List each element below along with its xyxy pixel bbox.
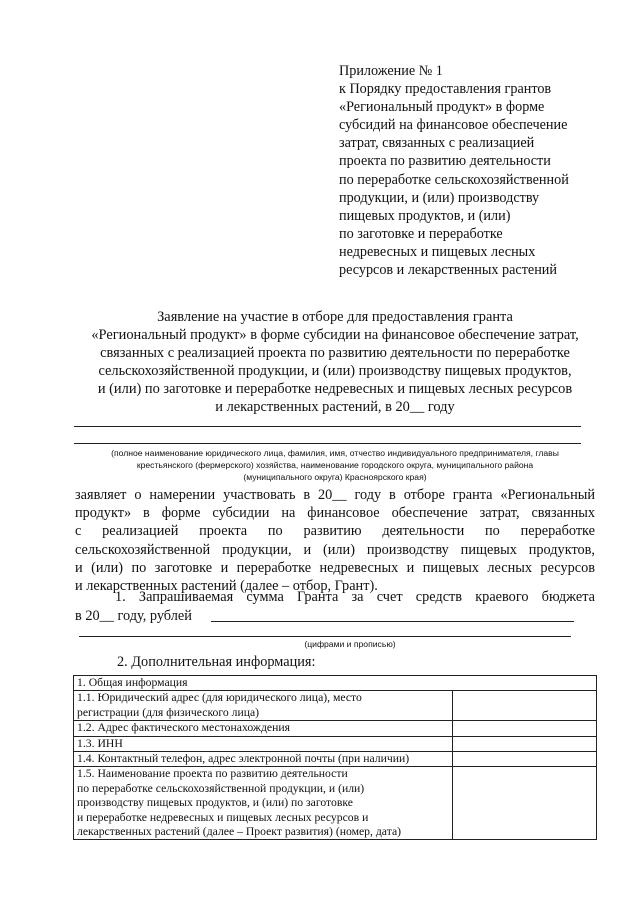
- title-line: Заявление на участие в отборе для предоставления гранта: [157, 309, 513, 325]
- table-cell-label: [74, 691, 453, 721]
- info-table: [73, 675, 597, 840]
- cell-text: 1.5. Наименование проекта по развитию деятельности: [77, 767, 348, 781]
- appendix-line: «Региональный продукт» в форме: [339, 99, 545, 116]
- appendix-line: продукции, и (или) производству: [339, 189, 540, 206]
- document-title: [70, 308, 600, 417]
- grant-amount-item: [75, 588, 595, 625]
- table-cell-value[interactable]: [453, 691, 597, 721]
- cell-text: по переработке сельскохозяйственной продукции, и (или): [77, 781, 365, 795]
- grant-amount-line-1[interactable]: [211, 621, 574, 622]
- cell-text: 1.1. Юридический адрес (для юридического лица), место: [77, 691, 362, 705]
- appendix-line: пищевых продуктов, и (или): [339, 207, 511, 224]
- table-row: [74, 721, 597, 736]
- cell-text: и переработке недревесных и пищевых лесных ресурсов и: [77, 810, 369, 824]
- applicant-note: [72, 447, 598, 484]
- table-cell-value[interactable]: [453, 736, 597, 751]
- appendix-line: затрат, связанных с реализацией: [339, 135, 535, 152]
- title-line: и лекарственных растений, в 20__ году: [215, 399, 455, 416]
- appendix-line: по заготовке и переработке: [339, 225, 503, 242]
- cell-text: 1.3. ИНН: [77, 736, 123, 750]
- cell-text: 1.4. Контактный телефон, адрес электронной почты (при наличии): [77, 752, 410, 766]
- table-row: [74, 752, 597, 767]
- statement-line: и (или) по заготовке и переработке недревесных и пищевых лесных ресурсов: [75, 559, 595, 576]
- statement-line: и лекарственных растений (далее – отбор, Грант).: [75, 578, 378, 595]
- statement-line: с реализацией проекта по развитию деятельности по переработке: [75, 523, 595, 540]
- statement-line: продукт» в форме субсидии на финансовое обеспечение затрат, связанных: [75, 505, 595, 522]
- table-cell-label: [74, 767, 453, 840]
- appendix-line: Приложение № 1: [339, 63, 443, 79]
- title-line: и (или) по заготовке и переработке недревесных и пищевых лесных ресурсов: [97, 381, 573, 398]
- table-cell-label: [74, 676, 597, 691]
- title-line: «Региональный продукт» в форме субсидии на финансовое обеспечение затрат,: [91, 327, 579, 344]
- table-cell-label: [74, 721, 453, 736]
- table-row: [74, 691, 597, 721]
- table-cell-label: [74, 752, 453, 767]
- table-cell-value[interactable]: [453, 752, 597, 767]
- appendix-header: [339, 62, 629, 279]
- table-row: [74, 736, 597, 751]
- note-line: (муниципального округа) Красноярского края): [243, 472, 427, 483]
- note-line: (полное наименование юридического лица, фамилия, имя, отчество индивидуального предпринимателя, главы: [111, 448, 559, 458]
- appendix-line: ресурсов и лекарственных растений: [339, 262, 557, 279]
- appendix-line: проекта по развитию деятельности: [339, 153, 551, 170]
- statement-paragraph: [75, 486, 595, 595]
- statement-line: сельскохозяйственной продукции, и (или) производству пищевых продуктов,: [75, 541, 595, 558]
- cell-text: регистрации (для физического лица): [77, 705, 260, 719]
- amount-caption: (цифрами и прописью): [304, 639, 396, 649]
- statement-line: заявляет о намерении участвовать в 20__ году в отборе гранта «Региональный: [75, 487, 595, 503]
- additional-info-heading: 2. Дополнительная информация:: [117, 654, 316, 670]
- appendix-line: недревесных и пищевых лесных: [339, 243, 536, 260]
- appendix-line: по переработке сельскохозяйственной: [339, 171, 569, 188]
- cell-text: 1.2. Адрес фактического местонахождения: [77, 721, 291, 735]
- table-row: [74, 767, 597, 840]
- cell-text: производству пищевых продуктов, и (или) по заготовке: [77, 796, 353, 810]
- appendix-line: к Порядку предоставления грантов: [339, 81, 552, 98]
- title-line: связанных с реализацией проекта по развитию деятельности по переработке: [100, 345, 570, 362]
- grant-amount-year: в 20__ году, рублей: [75, 607, 192, 624]
- applicant-name-line-2[interactable]: [74, 443, 581, 444]
- table-row: [74, 676, 597, 691]
- applicant-name-line-1[interactable]: [74, 426, 581, 427]
- title-line: сельскохозяйственной продукции, и (или) производству пищевых продуктов,: [98, 363, 572, 380]
- table-cell-value[interactable]: [453, 767, 597, 840]
- grant-amount-text: 1. Запрашиваемая сумма Гранта за счет средств краевого бюджета: [115, 589, 595, 605]
- grant-amount-line-2[interactable]: [79, 636, 571, 637]
- appendix-line: субсидий на финансовое обеспечение: [339, 117, 568, 134]
- table-cell-label: [74, 736, 453, 751]
- note-line: крестьянского (фермерского) хозяйства, наименование городского округа, муниципального района: [136, 460, 534, 471]
- table-cell-value[interactable]: [453, 721, 597, 736]
- cell-text: лекарственных растений (далее – Проект развития) (номер, дата): [77, 825, 402, 839]
- cell-text: 1. Общая информация: [77, 676, 188, 689]
